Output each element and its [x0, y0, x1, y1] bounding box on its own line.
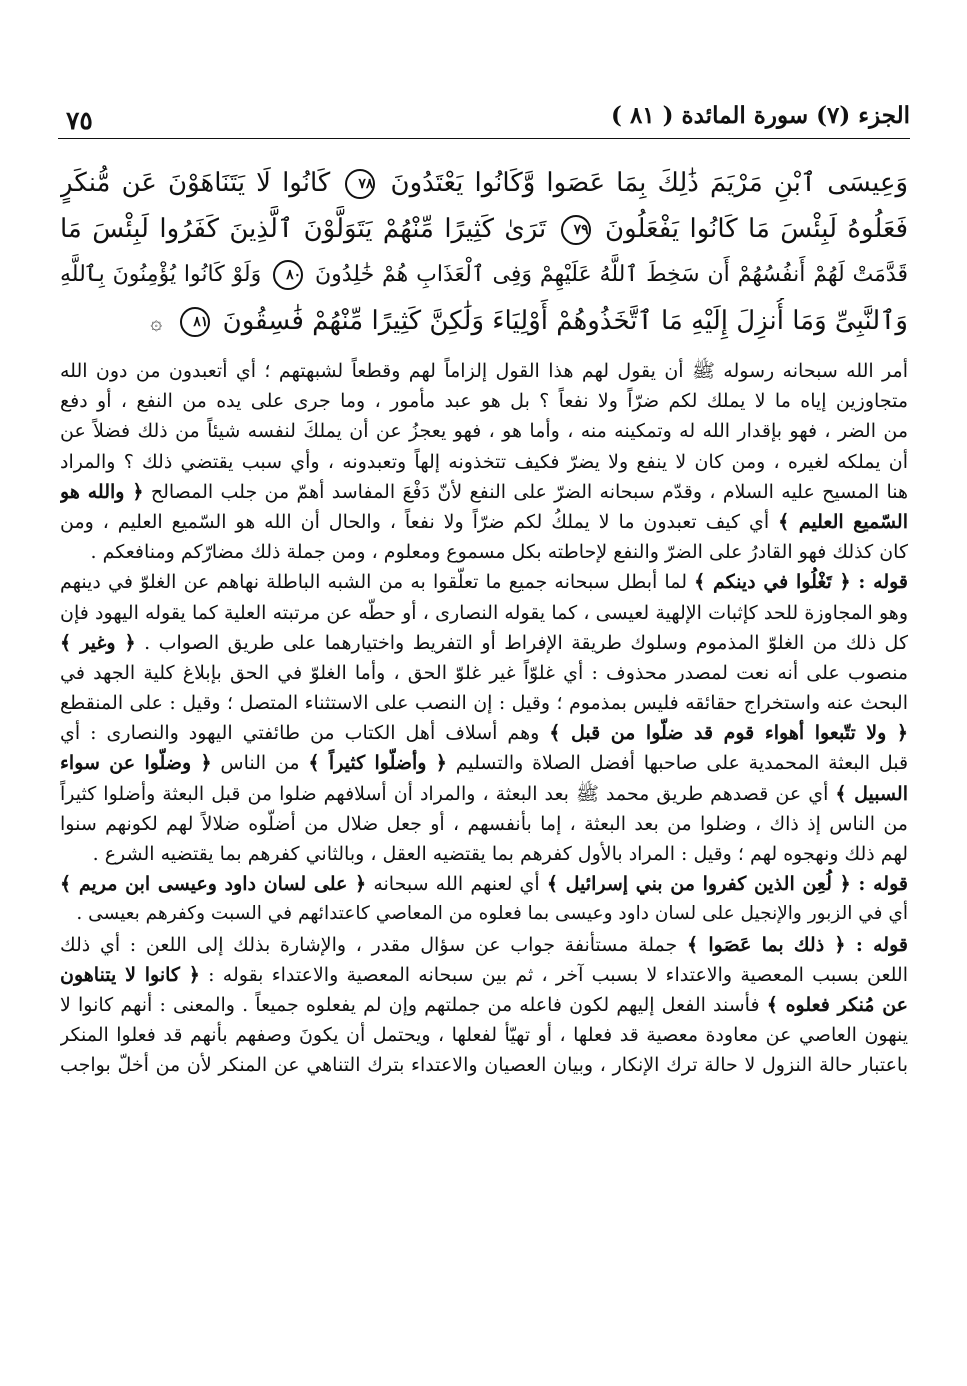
commentary-line — [60, 537, 908, 567]
commentary-text: أي لعنهم الله سبحانه — [373, 873, 540, 896]
commentary-line — [60, 567, 908, 597]
commentary-line — [60, 869, 908, 899]
commentary-line — [60, 990, 908, 1020]
end-ornament-icon: ۞ — [150, 310, 163, 334]
commentary-text: باعتبار حالة النزول لا حالة ترك الإنكار ، وبيان العصيان والاعتداء بترك التناهي عن المنكر لأن من أخلّ بواجب — [60, 1054, 908, 1077]
quoted-verse: قوله : ﴿ تَغْلُوا في دينكم ﴾ — [694, 571, 908, 594]
quoted-verse: ﴿ وضلّوا عن سواء — [60, 752, 212, 775]
commentary-line — [60, 477, 908, 507]
running-head — [58, 98, 910, 139]
commentary-text: قبل البعثة المحمدية على صاحبها أفضل الصلاة والتسليم — [455, 752, 908, 775]
verse-number-marker: ٨٠ — [273, 260, 303, 290]
commentary-line — [60, 356, 908, 386]
commentary-text: هنا المسيح عليه السلام ، وقدّم سبحانه الضرّ على النفع لأنّ دَفْعَ المفاسد أهمّ من جلب المصالح — [150, 480, 908, 503]
quran-text: قَدَّمَتْ لَهُمْ أَنفُسُهُمْ أَن سَخِطَ ٱللَّهُ عَلَيْهِمْ وَفِى ٱلْعَذَابِ هُمْ خَٰلِدُونَ — [314, 262, 908, 287]
commentary-text: فأسند الفعل إليهم لكون فاعله من جملتهم وإن لم يفعلوه جميعاً . والمعنى : أنهم كانوا لا — [60, 993, 760, 1016]
verse-number-marker: ٨١ — [180, 307, 210, 337]
quoted-verse: قوله : ﴿ لُعِن الذين كفروا من بني إسرائيل ﴾ — [546, 873, 908, 896]
commentary-text: كل ذلك من الغلوّ المذموم وسلوك طريقة الإفراط أو التفريط واختيارهما على طريق الصواب . — [144, 631, 908, 654]
quoted-verse: ﴿ ولا تتّبعوا أهواء قوم قد ضلّوا من قبل ﴾ — [549, 722, 908, 745]
commentary-text: البحث عنه واستخراج حقائقه فليس بمذموم ؛ وقيل : إن النصب على الاستثناء المتصل ؛ وقيل : على المنقطع — [60, 692, 908, 715]
commentary-line — [60, 628, 908, 658]
quran-text: تَرَىٰ كَثِيرًا مِّنْهُمْ يَتَوَلَّوْنَ ٱلَّذِينَ كَفَرُوا لَبِئْسَ مَا — [60, 214, 547, 244]
quoted-verse: السبيل ﴾ — [835, 782, 908, 805]
commentary-text: متجاوزين إياه ما لا يملك لكم ضرّاً ولا نفعاً ؟ بل هو عبد مأمور ، وما جرى على يده من النفع ، أو دفع — [60, 390, 908, 413]
verse-number-marker: ٧٩ — [561, 215, 591, 245]
commentary-line — [60, 1020, 908, 1050]
quran-line — [60, 298, 908, 344]
commentary-line — [60, 386, 908, 416]
commentary-text: وهو المجاوزة للحد كإثبات الإلهية لعيسى ، كما يقوله النصارى ، أو حطّه عن مرتبته العلية كما يقوله اليهود فإن — [60, 601, 908, 624]
commentary-line — [60, 598, 908, 628]
commentary-text: من الناس — [220, 752, 300, 775]
commentary-text: ينهون العاصي عن معاودة معصية قد فعلها ، أو تهيّأ لفعلها ، ويحتمل أن يكونَ وصفهم بأنهم قد فعلوا المنكر — [60, 1024, 908, 1047]
commentary-line — [60, 930, 908, 960]
commentary-text: لهم ذلك ونهجوه لهم ؛ وقيل : المراد بالأول كفرهم بما يقتضيه العقل ، وبالثاني كفرهم بما يقتضيه الشرع . — [92, 843, 908, 865]
quoted-verse: عن مُنكر فعلوه ﴾ — [766, 993, 908, 1016]
tafsir-commentary — [60, 356, 908, 1081]
verse-number-marker: ٧٨ — [345, 169, 375, 199]
commentary-line — [60, 748, 908, 778]
quoted-verse: السّميع العليم ﴾ — [778, 510, 908, 533]
commentary-text: أمر الله سبحانه رسوله ﷺ أن يقول لهم هذا القول إلزاماً لهم وقطعاً لشبهتهم ؛ أي أتعبدون من دون الله — [60, 360, 908, 382]
commentary-line — [60, 718, 908, 748]
page-number: ٧٥ — [66, 106, 93, 135]
quoted-verse: ﴿ وأضلّوا كثيراً ﴾ — [308, 752, 447, 775]
commentary-line — [60, 899, 908, 929]
commentary-line — [60, 839, 908, 869]
quoted-verse: قوله : ﴿ ذلك بما عَصَوا ﴾ — [686, 933, 908, 956]
quran-verses-block — [60, 160, 908, 344]
quoted-verse: ﴿ وغير ﴾ — [60, 631, 136, 654]
commentary-line — [60, 688, 908, 718]
quran-line — [60, 160, 908, 206]
commentary-text: اللعن بسبب المعصية والاعتداء لا بسبب آخر ، ثم بين سبحانه المعصية والاعتداء بقوله : — [208, 963, 908, 986]
commentary-line — [60, 779, 908, 809]
commentary-text: كان كذلك فهو القادرُ على الضرّ والنفع لإحاطته بكل مسموع ومعلوم ، ومن جملة ذلك مضارّكم ومنافعكم . — [90, 541, 908, 564]
quran-text: وَلَوْ كَانُوا يُؤْمِنُونَ بِٱللَّهِ — [60, 262, 262, 287]
commentary-line — [60, 507, 908, 537]
commentary-text: جملة مستأنفة جواب عن سؤال مقدر ، والإشارة بذلك إلى اللعن : أي ذلك — [60, 933, 678, 956]
quran-text: فَعَلُوهُ لَبِئْسَ مَا كَانُوا يَفْعَلُونَ — [605, 214, 908, 244]
commentary-line — [60, 809, 908, 839]
quran-text: كَانُوا لَا يَتَنَاهَوْنَ عَن مُّنكَرٍ — [60, 168, 331, 198]
surah-header: الجزء (٧) سورة المائدة ( ٨١ ) — [611, 102, 910, 129]
commentary-line — [60, 1050, 908, 1080]
quoted-verse: ﴿ والله هو — [60, 480, 144, 503]
commentary-text: أي كيف تعبدون ما لا يملكُ لكم ضرّاً ولا نفعاً ، والحال أن الله هو السّميع العليم ، ومن — [60, 510, 770, 533]
quran-line — [60, 252, 908, 298]
commentary-line — [60, 416, 908, 446]
commentary-line — [60, 658, 908, 688]
commentary-text: منصوب على أنه نعت لمصدر محذوف : أي غلوّاً غير غلوّ الحق ، وأما الغلوّ في الحق بإبلاغ كلية الجهد في — [60, 661, 908, 684]
commentary-line — [60, 960, 908, 990]
commentary-text: أي عن قصدهم طريق محمد ﷺ بعد البعثة ، والمراد أن أسلافهم ضلوا من قبل البعثة وأضلوا كثيراً — [60, 782, 829, 805]
quran-line — [60, 206, 908, 252]
commentary-text: من الضر ، فهو بإقدار الله له وتمكينه منه ، وأما هو ، فهو يعجزُ عن أن يملكَ لنفسه شيئاً من ذلك فضلاً عن — [60, 420, 908, 443]
commentary-line — [60, 447, 908, 477]
commentary-text: من الناس إذ ذاك ، وضلوا من بعد البعثة ، إما بأنفسهم ، أو جعل ضلال من أضلّوه ضلالاً لهم لكونهم سنوا — [60, 812, 908, 835]
commentary-text: وهم أسلاف أهل الكتاب من طائفتي اليهود والنصارى : أي — [60, 722, 540, 745]
commentary-text: أن يملكه لغيره ، ومن كان لا ينفع ولا يضرّ فكيف تتخذونه إلهاً وتعبدونه ، وأي سبب يقتضي ذلك ؟ والمراد — [60, 450, 908, 473]
quoted-verse: ﴿ كانوا لا يتناهون — [60, 963, 200, 986]
commentary-text: لما أبطل سبحانه جميع ما تعلّقوا به من الشبه الباطلة نهاهم عن الغلوّ في دينهم — [60, 571, 687, 594]
commentary-text: أي في الزبور والإنجيل على لسان داود وعيسى بما فعلوه من المعاصي كاعتدائهم في السبت وكفرهم بعيسى . — [76, 903, 908, 925]
quoted-verse: ﴿ على لسان داود وعيسى ابن مريم ﴾ — [60, 873, 367, 896]
quran-text: وَٱلنَّبِىِّ وَمَا أُنزِلَ إِلَيْهِ مَا ٱتَّخَذُوهُمْ أَوْلِيَاءَ وَلَٰكِنَّ كَثِيرًا مِّنْهُمْ فَٰسِقُونَ — [222, 306, 908, 336]
quran-text: وَعِيسَى ٱبْنِ مَرْيَمَ ذَٰلِكَ بِمَا عَصَوا وَّكَانُوا يَعْتَدُونَ — [390, 168, 908, 198]
